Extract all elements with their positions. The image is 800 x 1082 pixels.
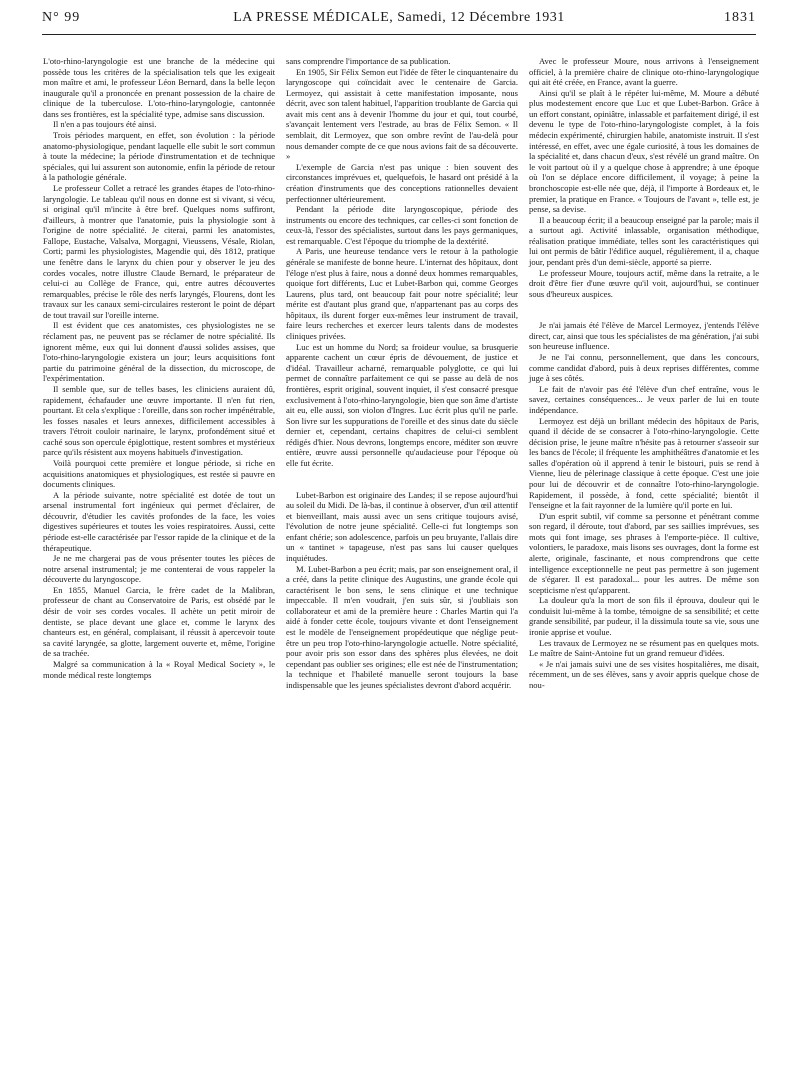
- paragraph: sans comprendre l'importance de sa publication.: [286, 56, 451, 66]
- page-number: 1831: [724, 10, 756, 25]
- paragraph: Luc est un homme du Nord; sa froideur voulue, sa brusquerie apparente cachent un cœur épris de dévouement, de justice et d'idéal. Travailleur acharné, remarquable polyglotte, ce qui lui permet de connaître parfaitement ce qui se passe au delà de nos frontières, esprit original, souvent inquiet, il s'est consacré presque exclusivement à l'oto-rhino-laryngologie, bien que son âme d'artiste ait eu, elle aussi, son violon d'Ingres. Luc écrit plus qu'il ne parle. Son livre sur les suppurations de l'oreille et des sinus date du siècle dernier et, cependant, certains chapitres de celui-ci semblent rédigés d'hier. Nous devrons, longtemps encore, méditer son œuvre entière, œuvre aussi personnelle qu'audacieuse pour l'époque où elle fut écrite.: [286, 341, 518, 468]
- paragraph: Il est évident que ces anatomistes, ces physiologistes ne se réclament pas, ne peuvent pas se réclamer de notre spécialité. Ils ignorent même, eux qui lui donnent d'aussi solides assises, que l'oto-rhino-laryngologie existera un jour; leurs acquisitions font partie du patrimoine général de la dissection, du microscope, de l'expérimentation.: [43, 320, 275, 384]
- column-3: [529, 56, 759, 691]
- paragraph: A la période suivante, notre spécialité est dotée de tout un arsenal instrumental fort ingénieux qui permet d'éclairer, de découvrir, d'étudier les cavités profondes de la face, les voies digestives supérieures et toutes les voies respiratoires. Aussi, cette période est-elle caractérisée par l'essor rapide de la clinique et de la thérapeutique.: [43, 489, 275, 553]
- paragraph: Le professeur Collet a retracé les grandes étapes de l'oto-rhino-laryngologie. Le tableau qu'il nous en donne est si vivant, si vécu, si original qu'il m'incite à être bref. Quelques noms suffiront, d'ailleurs, à montrer que l'anatomie, puis la physiologie sont à l'origine de notre spécialité. Je citerai, parmi les anatomistes, Fallope, Eustache, Valsalva, Morgagni, Vieussens, Vésale, Riolan, Corti; parmi les physiologistes, Magendie qui, dès 1812, pratique une fenêtre dans le larynx du chien pour y observer le jeu des cordes vocales, notre illustre Claude Bernard, le préparateur de celui-ci au Collège de France, qui, entre autres découvertes remarquables, précise le rôle des nerfs laryngés, Flourens, dont les travaux sur les canaux semi-circulaires resteront le point de départ de tout travail sur l'oreille interne.: [43, 182, 275, 320]
- paragraph: Malgré sa communication à la « Royal Medical Society », le monde médical reste longtemps: [43, 658, 275, 680]
- paragraph: Pendant la période dite laryngoscopique, période des instruments ou encore des techniques, car celles-ci sont fonction de ceux-là, l'essor des spécialistes, surtout dans les pays germaniques, est remarquable. C'est l'époque du triomphe de la dextérité.: [286, 204, 518, 246]
- paragraph: La douleur qu'a la mort de son fils il éprouva, douleur qui le conduisit lui-même à la tombe, témoigne de sa sensibilité; et cette grande sensibilité, par pudeur, il la dissimula toute sa vie, sous une ironie apprise et voulue.: [529, 595, 759, 638]
- running-header: [42, 6, 756, 35]
- section-break: [529, 299, 759, 320]
- journal-title: LA PRESSE MÉDICALE, Samedi, 12 Décembre 1931: [233, 10, 565, 25]
- paragraph: Lermoyez est déjà un brillant médecin des hôpitaux de Paris, quand il décide de se consacrer à l'oto-rhino-laryngologie. Cette décision prise, le jeune maître n'hésite pas à retourner s'asseoir sur les bancs de l'école; il fréquente les amphithéâtres d'anatomie et les salles d'opération où il apprend à tenir le bistouri, puis se rend à Vienne, lieu de pèlerinage classique à cette époque. C'est une joie pour lui de découvrir et de connaître l'oto-rhino-laryngologie. Rapidement, il possède, à fond, cette spécialité; bientôt il l'enseigne et la fait rayonner de la lumière qu'il porte en lui.: [529, 415, 759, 511]
- paragraph: En 1855, Manuel Garcia, le frère cadet de la Malibran, professeur de chant au Conservatoire de Paris, est obsédé par le désir de voir ses cordes vocales. Il achète un petit miroir de dentiste, se place devant une glace et, comme le larynx des chanteurs est, en général, complaisant, il réussit à apercevoir toute sa cavité laryngée, sa glotte, largement ouverte et, même, l'origine de sa trachée.: [43, 584, 275, 659]
- paragraph: Il a beaucoup écrit; il a beaucoup enseigné par la parole; mais il a surtout agi. Activité inlassable, organisation méthodique, réalisation pratique immédiate, telles sont les caractéristiques qui lui ont permis de bâtir l'édifice auquel, régulièrement, il a, chaque jour, pendant près d'un demi-siècle, apporté sa pierre.: [529, 214, 759, 267]
- column-2: [286, 56, 518, 691]
- paragraph: Je ne me chargerai pas de vous présenter toutes les pièces de notre arsenal instrumental; je me contenterai de vous rappeler la découverte du laryngoscope.: [43, 553, 275, 585]
- paragraph: Ainsi qu'il se plaît à le répéter lui-même, M. Moure a débuté plus modestement encore que Luc et que Lubet-Barbon. Grâce à un effort constant, opiniâtre, inlassable et parfaitement dirigé, il est devenu le type de l'oto-rhino-laryngologiste complet, à la fois médecin expérimenté, chirurgien habile, anatomiste instruit. Il s'est intéressé, en effet, avec une égale curiosité, à tous les domaines de la spécialité et, dans chacun d'eux, s'est révélé un grand maître. On le voit partout où il y a quelque chose à apprendre; à une époque où l'on se déplace encore difficilement, il voyage; à peine la bronchoscopie est-elle née que, déjà, il l'importe à Bordeaux et, le premier, la pratique en France. « Toujours de l'avant », telle est, je pense, sa devise.: [529, 87, 759, 215]
- paragraph: Avec le professeur Moure, nous arrivons à l'enseignement officiel, à la première chaire de clinique oto-rhino-laryngologique qui ait été créée, en France, avant la guerre.: [529, 56, 759, 88]
- issue-number: N° 99: [42, 10, 81, 25]
- paragraph: Le professeur Moure, toujours actif, même dans la retraite, a le droit d'être fier d'une œuvre qu'il voit, aujourd'hui, se continuer sous d'heureux auspices.: [529, 267, 759, 299]
- section-break: [286, 469, 518, 490]
- paragraph: Il n'en a pas toujours été ainsi.: [53, 119, 157, 130]
- paragraph: D'un esprit subtil, vif comme sa personne et pénétrant comme son regard, il déroute, tout d'abord, par ses saillies imprévues, ses mots qui font image, ses phrases à l'emporte-pièce. Il cultive, volontiers, le paradoxe, mais lisons ses ouvrages, dont la forme est alerte, originale, fascinante, et nous comprendrons que cette intelligence exceptionnelle ne peut pas permettre à son jugement de s'égarer. Il est paradoxal... pour les autres. De même son scepticisme n'est qu'apparent.: [529, 510, 759, 595]
- paragraph: A Paris, une heureuse tendance vers le retour à la pathologie générale se manifeste de bonne heure. L'internat des hôpitaux, dont l'éloge n'est plus à faire, nous a donné deux hommes remarquables, quoique fort différents, Luc et Lubet-Barbon qui, comme Georges Laurens, plus tard, ont beaucoup fait pour notre spécialité; leur mérite est d'autant plus grand que, n'appartenant pas au corps des hôpitaux, ils durent forger eux-mêmes leur instrument de travail, faire leurs recherches et exercer leurs talents dans de modestes cliniques privées.: [286, 246, 518, 342]
- paragraph: Lubet-Barbon est originaire des Landes; il se repose aujourd'hui au soleil du Midi. De là-bas, il continue à observer, d'un œil attentif et bienveillant, mais aussi avec un sens critique toujours avisé, l'évolution de notre jeune spécialité. Celle-ci fut longtemps son enfant chérie; son adolescence, parfois un peu bruyante, l'allais dire un « tantinet » tapageuse, n'est pas sans lui causer quelques inquiétudes.: [286, 489, 518, 564]
- column-1: [43, 56, 275, 680]
- paragraph: Je ne l'ai connu, personnellement, que dans les concours, comme candidat d'abord, puis à deux reprises différentes, comme juge à ses côtés.: [529, 352, 759, 384]
- paragraph: L'oto-rhino-laryngologie est une branche de la médecine qui possède tous les critères de la spécialisation tels que les exigeait mon maître et ami, le professeur Léon Bernard, dans la belle leçon inaugurale qu'il a prononcée en prenant possession de la chaire de clinique de la tuberculose. L'oto-rhino-laryngologie, cantonnée dans ses frontières, est la spécialité type, admise sans discussion.: [43, 56, 275, 119]
- paragraph: Je n'ai jamais été l'élève de Marcel Lermoyez, j'entends l'élève direct, car, ainsi que tous les spécialistes de ma génération, j'ai subi son heureuse influence.: [529, 320, 759, 352]
- paragraph: Les travaux de Lermoyez ne se résument pas en quelques mots. Le maître de Saint-Antoine fut un grand remueur d'idées.: [529, 637, 759, 659]
- paragraph: En 1905, Sir Félix Semon eut l'idée de fêter le cinquantenaire du laryngoscope qui coïncidait avec le centenaire de Garcia. Lermoyez, qui assistait à cette manifestation imposante, nous décrit, avec son talent habituel, l'apparition troublante de Garcia qui avait mis cent ans à devenir l'homme du jour et qui, tout courbé, s'avançait lentement vers l'estrade, au bras de Félix Semon. « Il semblait, dit Lermoyez, que son ombre revînt de l'au-delà pour nous demander compte de ce que nous avions fait de sa découverte. »: [286, 66, 518, 162]
- paragraph: L'exemple de Garcia n'est pas unique : bien souvent des circonstances imprévues et, quelquefois, le hasard ont présidé à la création d'instruments que des conceptions rationnelles devaient perfectionner ultérieurement.: [286, 161, 518, 204]
- paragraph: Il semble que, sur de telles bases, les cliniciens auraient dû, rapidement, échafauder une œuvre importante. Il n'en fut rien, pourtant. Et cela s'explique : l'oreille, dans son rocher impénétrable, les fosses nasales et leurs annexes, difficilement accessibles à travers l'étroit couloir narinaire, le larynx, profondément situé et caché sous son opercule épiglottique, restent sombres et mystérieux parce qu'ils résistent aux moyens habituels d'investigation.: [43, 383, 275, 458]
- paragraph: M. Lubet-Barbon a peu écrit; mais, par son enseignement oral, il a créé, dans la petite clinique des Augustins, une grande école qui caractérisent le bon sens, le sens clinique et une technique impeccable. Il m'en voudrait, j'en suis sûr, si j'oubliais son collaborateur et ami de la première heure : Charles Martin qui l'a aidé à fonder cette école, toujours vivante et dont l'enseignement est le modèle de l'enseignement propédeutique que néglige peut-être un peu trop l'oto-rhino-laryngologie actuelle. Notre spécialité, pour avoir pris son essor dans des sphères plus élevées, ne doit cependant pas oublier ses origines; elle est née de l'instrumentation; la technique et l'habileté manuelle seront toujours la base indispensable que les jeunes spécialistes devront d'abord acquérir.: [286, 563, 518, 690]
- paragraph: Trois périodes marquent, en effet, son évolution : la période anatomo-physiologique, pendant laquelle elle subit le sort commun à toute la médecine; la période d'instrumentation et de technique spéciales, qui lui assurent son autonomie, enfin la période de retour à la pathologie générale.: [43, 130, 275, 183]
- paragraph: Le fait de n'avoir pas été l'élève d'un chef entraîne, vous le savez, certaines conséquences... Je veux parler de lui en toute indépendance.: [529, 383, 759, 415]
- paragraph: « Je n'ai jamais suivi une de ses visites hospitalières, me disait, récemment, un de ses élèves, sans y avoir appris quelque chose de nou-: [529, 658, 759, 690]
- paragraph: Voilà pourquoi cette première et longue période, si riche en acquisitions anatomiques et physiologiques, est restée si pauvre en documents cliniques.: [43, 457, 275, 490]
